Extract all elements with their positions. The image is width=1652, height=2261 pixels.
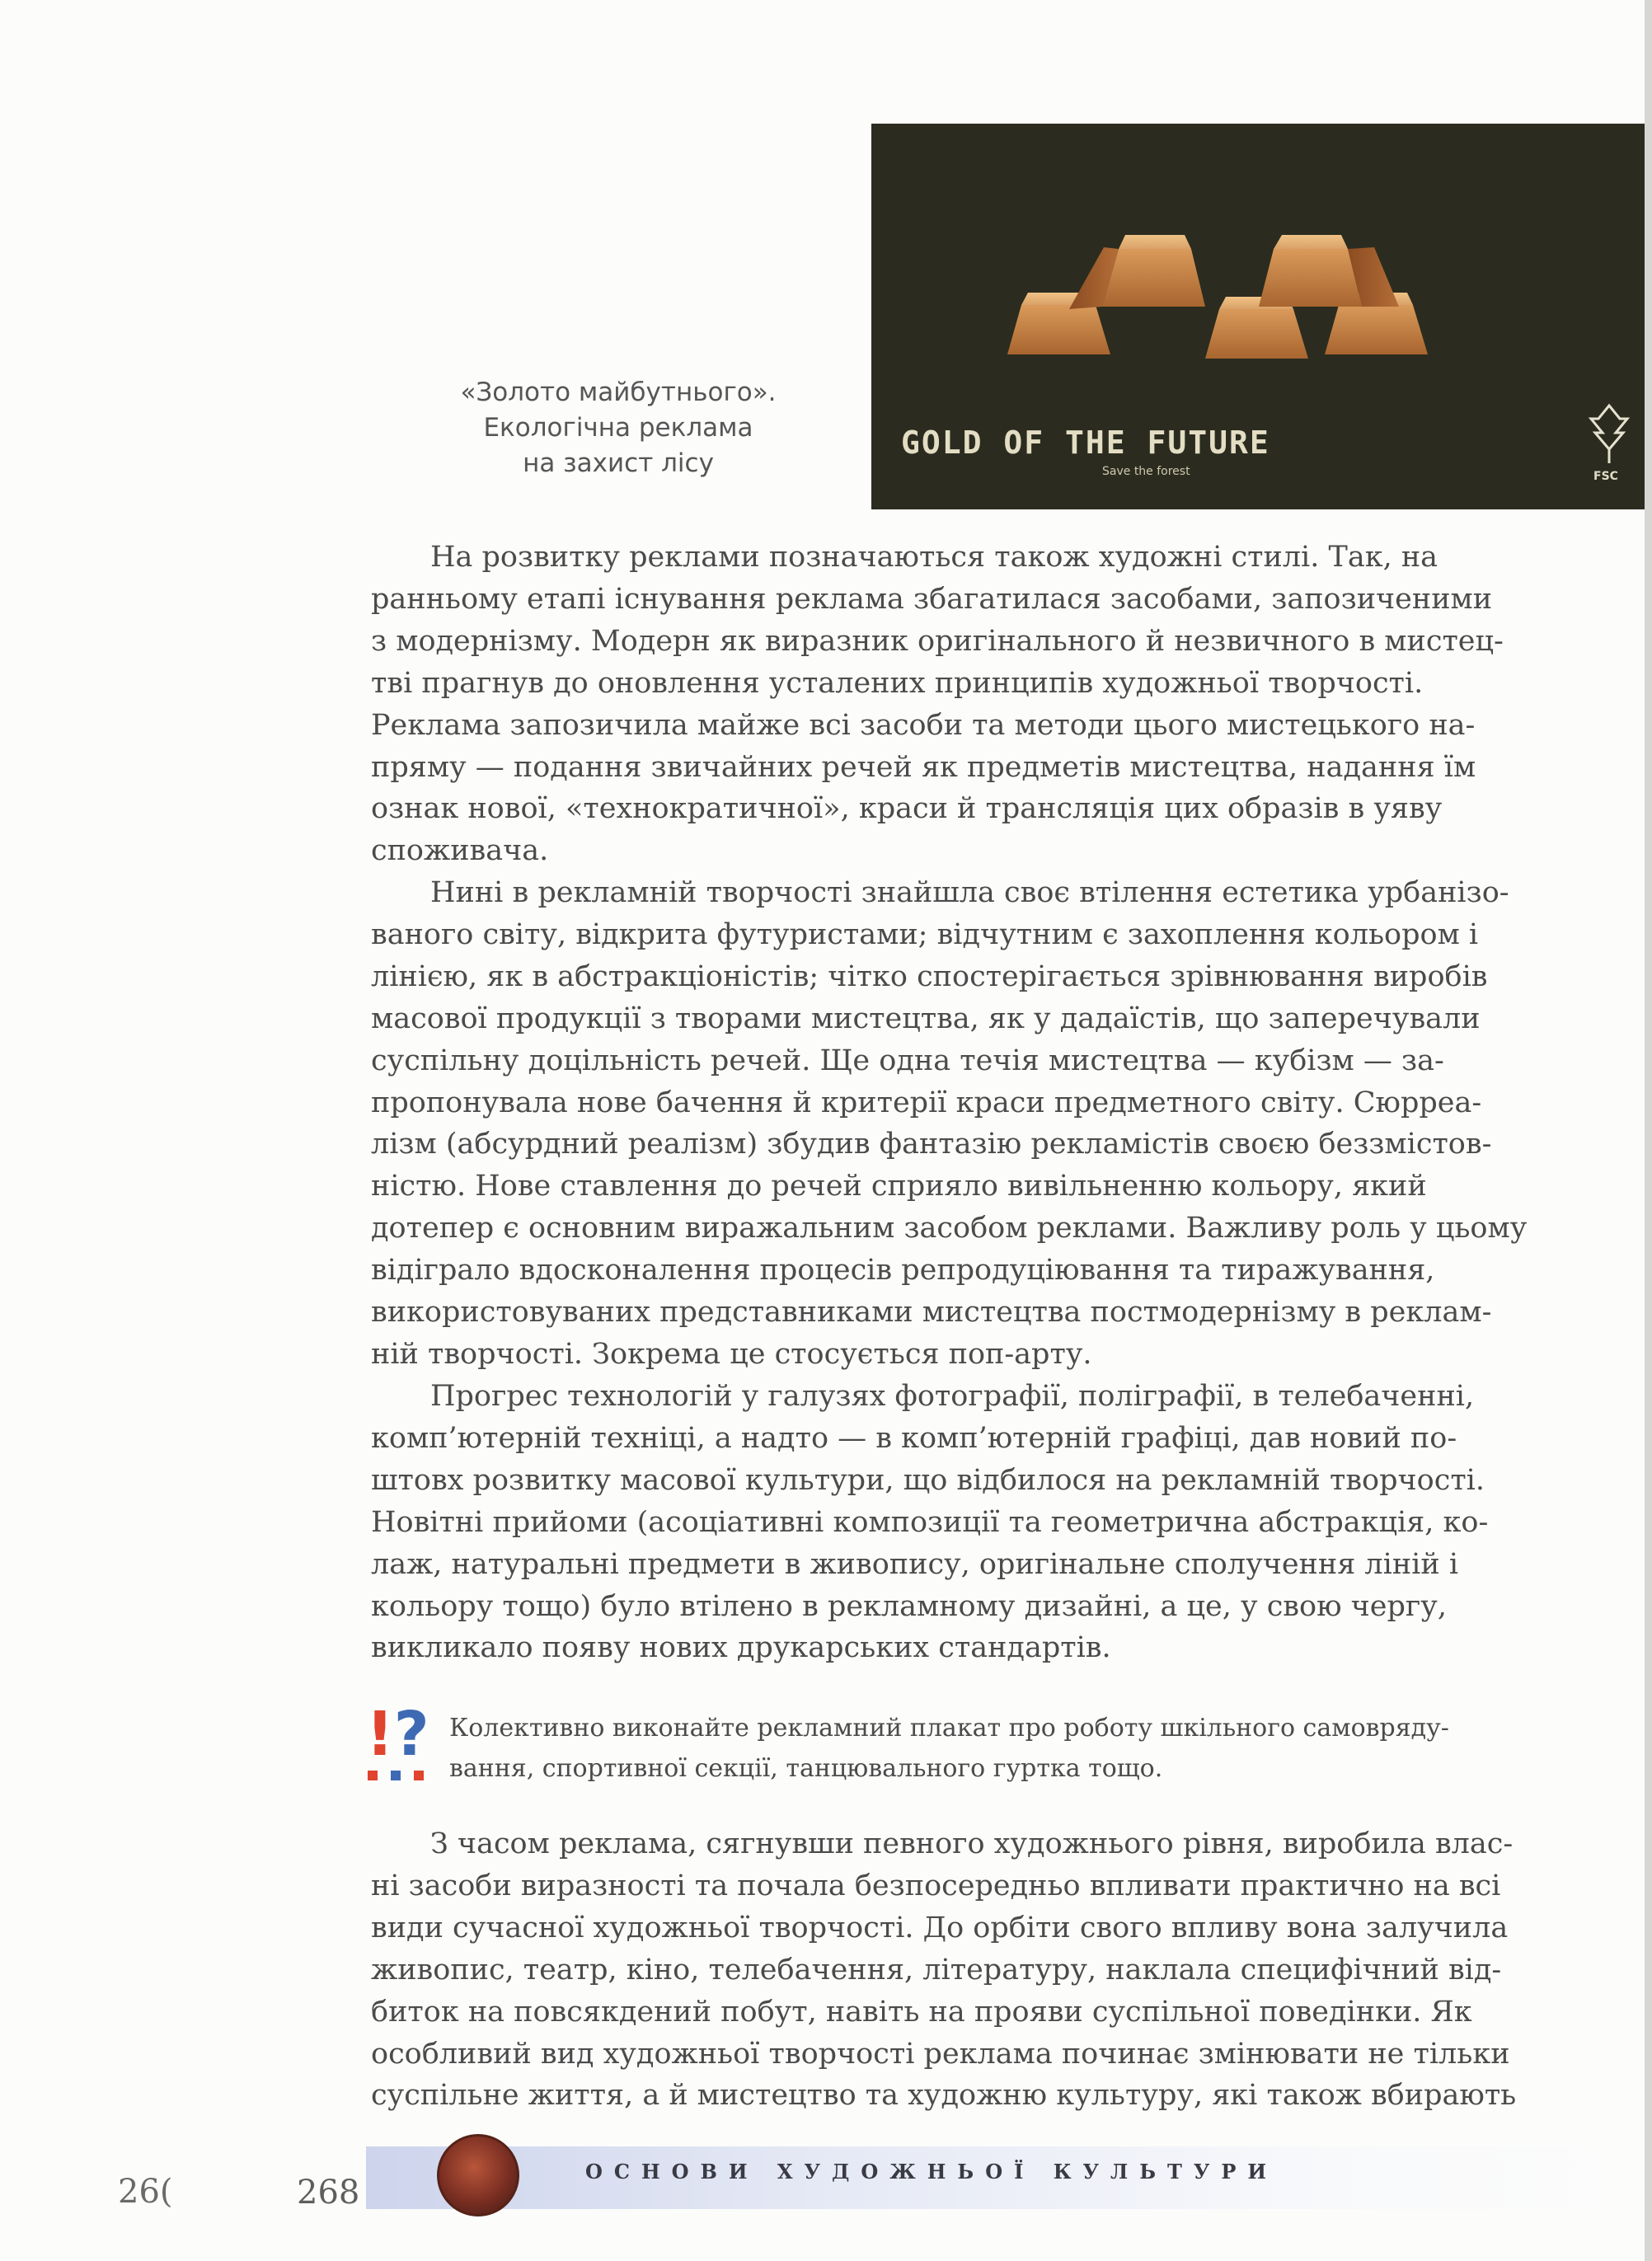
text-line: Реклама запозичила майже всі засоби та методи цього мистецького на- — [371, 708, 1476, 742]
text-line: На розвитку реклами позначаються також художні стилі. Так, на — [430, 541, 1438, 574]
text-line: особливий вид художньої творчості реклама починає змінювати не тільки — [371, 2037, 1510, 2071]
text-line: Прогрес технологій у галузях фотографії, поліграфії, в телебаченні, — [430, 1380, 1475, 1413]
task-dot — [391, 1771, 401, 1780]
text-line: штовх розвитку масової культури, що відбилося на рекламній творчості. — [371, 1463, 1485, 1497]
text-line: види сучасної художньої творчості. До орбіти свого впливу вона залучила — [371, 1911, 1509, 1944]
wood-bar — [1259, 235, 1399, 307]
text-line: суспільну доцільність речей. Ще одна течія мистецтва — кубізм — за- — [371, 1044, 1444, 1077]
exclamation-icon: ! — [366, 1699, 394, 1770]
text-line: лізм (абсурдний реалізм) збудив фантазію рекламістів своєю беззмістов- — [371, 1128, 1492, 1161]
paragraph — [371, 1823, 1642, 2117]
text-line: пряму — подання звичайних речей як предметів мистецтва, надання їм — [371, 750, 1476, 784]
task-line: вання, спортивної секції, танцювального гуртка тощо. — [449, 1754, 1163, 1783]
text-line: ністю. Нове ставлення до речей сприяло вивільненню кольору, який — [371, 1170, 1427, 1203]
task-dot — [368, 1771, 378, 1780]
text-line: споживача. — [371, 834, 549, 868]
fsc-logo-label: FSC — [1593, 470, 1618, 483]
running-title: ОСНОВИ ХУДОЖНЬОЇ КУЛЬТУРИ — [585, 2160, 1279, 2184]
text-line: пропонувала нове бачення й критерії краси предметного світу. Сюрреа- — [371, 1086, 1482, 1119]
text-line: комп’ютерній техніці, а надто — в комп’ютерній графіці, дав новий по- — [371, 1421, 1457, 1455]
page-edge — [1645, 0, 1652, 2261]
text-line: дотепер є основним виражальним засобом реклами. Важливу роль у цьому — [371, 1212, 1528, 1245]
text-line: ній творчості. Зокрема це стосується поп-арту. — [371, 1337, 1092, 1371]
question-icon: ? — [393, 1699, 429, 1770]
ad-headline: GOLD OF THE FUTURE — [901, 425, 1270, 461]
text-line: викликало появу нових друкарських стандартів. — [371, 1631, 1111, 1665]
caption-line: Екологічна реклама — [483, 413, 753, 443]
text-line: З часом реклама, сягнувши певного художнього рівня, виробила влас- — [430, 1827, 1514, 1860]
left-page-number: 26( — [118, 2173, 173, 2211]
text-line: ваного світу, відкрита футуристами; відчутним є захоплення кольором і — [371, 917, 1479, 951]
text-line: лаж, натуральні предмети в живопису, оригінальне сполучення ліній і — [371, 1547, 1459, 1581]
paragraph — [371, 537, 1642, 872]
text-line: суспільне життя, а й мистецтво та художню культуру, які також вбирають — [371, 2079, 1517, 2113]
book-emblem-icon — [437, 2134, 519, 2216]
wood-bar — [1069, 235, 1205, 309]
text-line: живопис, театр, кіно, телебачення, літературу, наклала специфічний від- — [371, 1953, 1502, 1987]
task-text — [449, 1708, 1643, 1789]
image-caption — [412, 375, 824, 481]
text-line: лінією, як в абстракціоністів; чітко спостерігається зрівнювання виробів — [371, 959, 1488, 993]
task-dot — [414, 1771, 424, 1780]
text-line: масової продукції з творами мистецтва, як у дадаїстів, що заперечували — [371, 1002, 1481, 1035]
page-number: 268 — [297, 2174, 360, 2212]
fsc-tree-logo — [1591, 406, 1627, 463]
text-line: ознак нової, «технократичної», краси й трансляція цих образів в уяву — [371, 792, 1443, 826]
caption-line: на захист лісу — [523, 448, 714, 478]
text-line: з модернізму. Модерн як виразник оригінального й незвичного в мистец- — [371, 624, 1504, 658]
text-line: Нині в рекламній творчості знайшла своє втілення естетика урбанізо- — [430, 876, 1509, 909]
text-line: використовуваних представниками мистецтва постмодернізму в реклам- — [371, 1296, 1492, 1330]
paragraph — [371, 872, 1642, 1376]
gold-of-the-future-ad-image — [871, 124, 1645, 509]
task-icon — [366, 1699, 429, 1770]
task-line: Колективно виконайте рекламний плакат про роботу шкільного самовряду- — [449, 1714, 1449, 1743]
text-line: ні засоби виразності та почала безпосередньо впливати практично на всі — [371, 1869, 1501, 1902]
text-line: биток на повсякдений побут, навіть на прояви суспільної поведінки. Як — [371, 1995, 1472, 2029]
text-line: кольору тощо) було втілено в рекламному дизайні, а це, у свою чергу, — [371, 1589, 1447, 1623]
text-line: ранньому етапі існування реклама збагатилася засобами, запозиченими — [371, 582, 1493, 616]
paragraph — [371, 1376, 1642, 1669]
ad-subtitle: Save the forest — [1102, 465, 1190, 478]
caption-line: «Золото майбутнього». — [460, 378, 777, 407]
text-line: тві прагнув до оновлення усталених принципів художньої творчості. — [371, 666, 1424, 700]
text-line: відіграло вдосконалення процесів репродуціювання та тиражування, — [371, 1254, 1435, 1288]
text-line: Новітні прийоми (асоціативні композиції та геометрична абстракція, ко- — [371, 1505, 1489, 1539]
